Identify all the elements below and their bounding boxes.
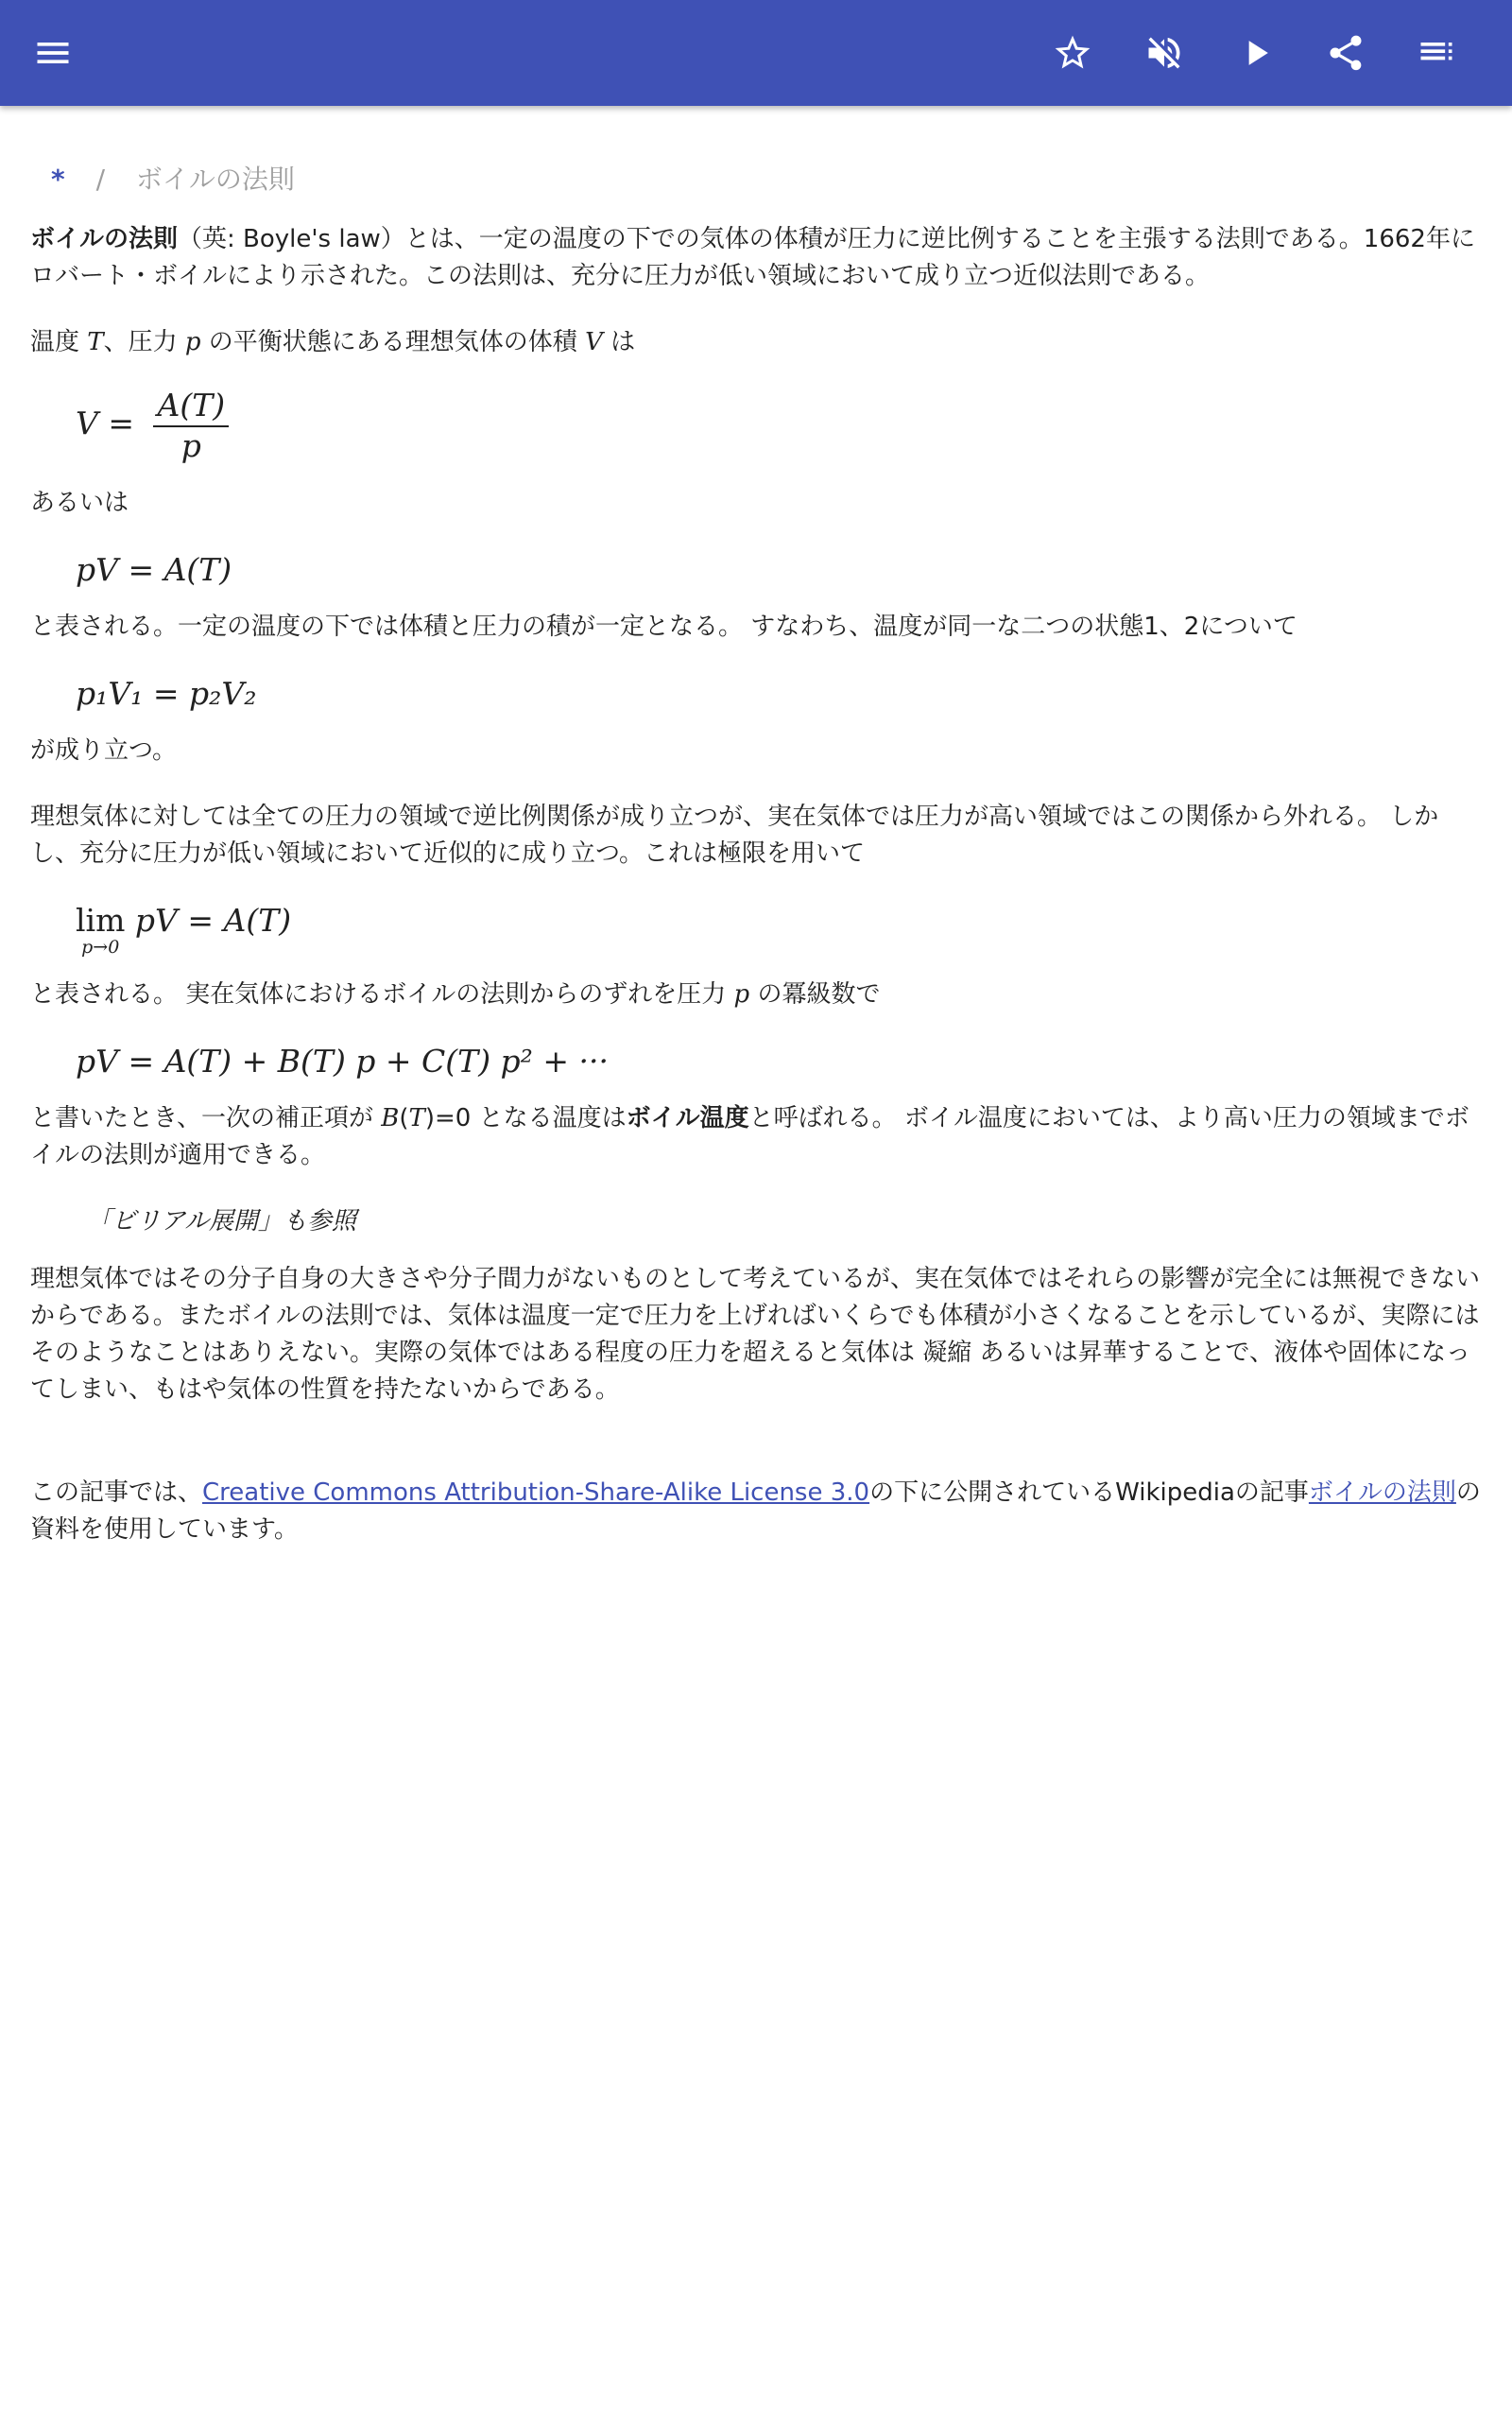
paragraph-7: [30, 977, 1482, 1013]
eq4-lim-text: lim: [76, 902, 126, 939]
equation-1: [76, 387, 1482, 464]
license-text-pre: この記事では、: [30, 1478, 203, 1507]
p7-var-p: p: [733, 980, 750, 1009]
license-link[interactable]: Creative Commons Attribution-Share-Alike License 3.0: [202, 1478, 870, 1507]
breadcrumb: [51, 161, 1482, 208]
share-icon: [1325, 32, 1366, 74]
license-text-post: の資料を使用しています。: [30, 1478, 1481, 1544]
p8-var-B: B: [381, 1104, 400, 1132]
eq1-denominator: p: [180, 427, 201, 464]
share-button[interactable]: [1315, 23, 1376, 83]
contents-button[interactable]: [1406, 23, 1467, 83]
p2-var-T: T: [87, 328, 104, 356]
equation-2: pV = A(T): [76, 551, 232, 588]
play-button[interactable]: [1226, 23, 1286, 83]
paragraph-3: あるいは: [30, 489, 129, 517]
paragraph-8: [30, 1100, 1482, 1174]
breadcrumb-home-link[interactable]: *: [51, 164, 65, 195]
eq1-lhs: V =: [76, 405, 134, 441]
intro-paragraph: [30, 221, 1482, 295]
menu-button[interactable]: [23, 23, 83, 83]
app-bar: [0, 0, 1512, 106]
p2-text-a: 温度: [30, 328, 88, 356]
paragraph-5: が成り立つ。: [30, 736, 177, 765]
p8-text-c: と呼ばれる。 ボイル温度においては、より高い圧力の領域までボイルの法則が適用できる。: [30, 1104, 1469, 1169]
p2-text-b: 、圧力: [103, 328, 185, 356]
p8-paren-open: (: [399, 1104, 409, 1132]
article-title-term: ボイルの法則: [30, 225, 179, 253]
eq4-lim-sub: p→0: [81, 937, 120, 958]
eq4-expression: pV = A(T): [134, 902, 292, 939]
volume-off-icon: [1143, 32, 1185, 74]
p8-var-T: T: [408, 1104, 425, 1132]
paragraph-6: 理想気体に対しては全ての圧力の領域で逆比例関係が成り立つが、実在気体では圧力が高い領域ではこの関係から外れる。 しかし、充分に圧力が低い領域において近似的に成り立つ。これは極限を用いて: [30, 803, 1439, 868]
equation-5: pV = A(T) + B(T) p + C(T) p² + ···: [76, 1043, 610, 1080]
paragraph-2: [30, 324, 1482, 361]
p2-text-d: は: [602, 328, 636, 356]
article-content: [30, 142, 1482, 1578]
p2-var-p: p: [184, 328, 201, 356]
p8-text-b: )=0 となる温度は: [424, 1104, 627, 1132]
see-also-note[interactable]: 「ビリアル展開」も参照: [87, 1207, 356, 1236]
play-icon: [1235, 32, 1277, 74]
p2-var-V: V: [585, 328, 603, 356]
license-notice: [30, 1475, 1482, 1548]
bookmark-button[interactable]: [1042, 23, 1103, 83]
equation-4: [76, 902, 1482, 956]
breadcrumb-current: ボイルの法則: [135, 164, 295, 195]
p7-text-b: の冪級数で: [749, 980, 881, 1009]
hamburger-icon: [32, 32, 74, 74]
p8-text-a: と書いたとき、一次の補正項が: [30, 1104, 382, 1132]
p7-text-a: と表される。 実在気体におけるボイルの法則からのずれを圧力: [30, 980, 734, 1009]
mute-button[interactable]: [1134, 23, 1194, 83]
boyle-temperature-term: ボイル温度: [626, 1104, 749, 1132]
paragraph-9: 理想気体ではその分子自身の大きさや分子間力がないものとして考えているが、実在気体ではそれらの影響が完全には無視できないからである。またボイルの法則では、気体は温度一定で圧力を上げればいくらでも体積が小さくなることを示しているが、実際にはそのようなことはありえない。実際の気体ではある程度の圧力を超えると気体は 凝縮 あるいは昇華することで、液体や固体になってしまい、もはや気体の性質を持たないからである。: [30, 1265, 1481, 1404]
breadcrumb-separator: /: [95, 164, 105, 195]
paragraph-4: と表される。一定の温度の下では体積と圧力の積が一定となる。 すなわち、温度が同一な二つの状態1、2について: [30, 613, 1297, 641]
intro-text: （英: Boyle's law）とは、一定の温度の下での気体の体積が圧力に逆比例することを主張する法則である。1662年にロバート・ボイルにより示された。この法則は、充分に圧力が低い領域において成り立つ近似法則である。: [30, 225, 1475, 290]
eq4-limit: [76, 902, 125, 956]
license-text-mid: の下に公開されているWikipediaの記事: [869, 1478, 1309, 1507]
wikipedia-article-link[interactable]: ボイルの法則: [1308, 1478, 1456, 1507]
equation-3: p₁V₁ = p₂V₂: [76, 675, 257, 712]
eq1-fraction: [153, 387, 229, 464]
eq1-numerator: A(T): [153, 387, 229, 427]
star-outline-icon: [1052, 32, 1093, 74]
p2-text-c: の平衡状態にある理想気体の体積: [200, 328, 586, 356]
playlist-icon: [1416, 32, 1457, 74]
